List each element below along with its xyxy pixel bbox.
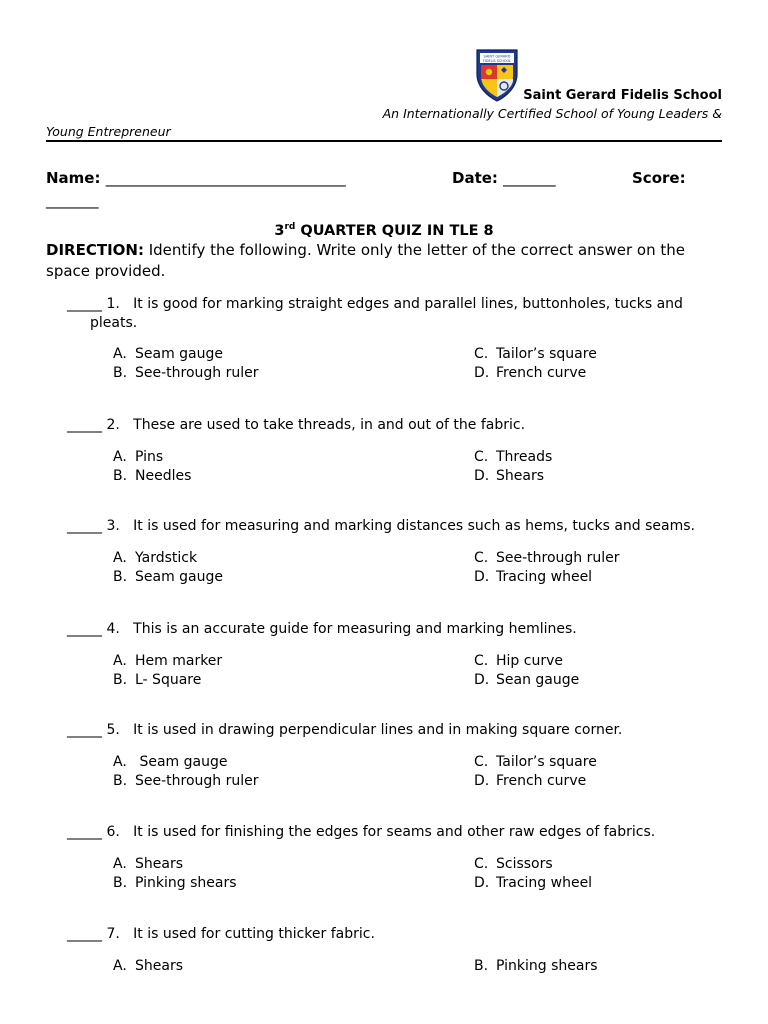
- question-stem: [67, 417, 525, 433]
- option-text: See-through ruler: [496, 550, 620, 566]
- option-text: French curve: [496, 773, 587, 789]
- option-letter: B.: [113, 365, 128, 381]
- option-text: Seam gauge: [135, 346, 224, 362]
- question-number: 1.: [106, 296, 120, 312]
- school-name: Saint Gerard Fidelis School: [523, 88, 722, 103]
- answer-blank[interactable]: _____: [67, 926, 102, 942]
- question-text: It is good for marking straight edges and parallel lines, buttonholes, tucks and: [133, 296, 683, 312]
- question-number: 4.: [106, 621, 120, 637]
- question-stem: [67, 722, 622, 738]
- option-letter: B.: [113, 468, 128, 484]
- question-text: This is an accurate guide for measuring and marking hemlines.: [133, 621, 577, 637]
- option-letter: D.: [474, 365, 490, 381]
- logo-text-bottom: FIDELIS SCHOOL: [482, 58, 512, 63]
- option-letter: C.: [474, 653, 489, 669]
- option-a: [113, 958, 183, 974]
- direction-label: DIRECTION:: [46, 241, 144, 259]
- question-text: It is used for finishing the edges for seams and other raw edges of fabrics.: [133, 824, 656, 840]
- option-a: [113, 754, 227, 770]
- option-letter: B.: [113, 773, 128, 789]
- answer-blank[interactable]: _____: [67, 824, 102, 840]
- question-text: These are used to take threads, in and out of the fabric.: [133, 417, 526, 433]
- option-text: See-through ruler: [135, 773, 259, 789]
- question-text: It is used for cutting thicker fabric.: [133, 926, 375, 942]
- question-number: 7.: [106, 926, 120, 942]
- title-text: QUARTER QUIZ IN TLE 8: [295, 223, 494, 239]
- question-stem: [67, 296, 683, 312]
- option-letter: D.: [474, 875, 490, 891]
- option-c: [474, 346, 597, 362]
- option-a: [113, 653, 222, 669]
- answer-blank[interactable]: _____: [67, 621, 102, 637]
- option-text: Hip curve: [496, 653, 563, 669]
- direction-body: Identify the following. Write only the letter of the correct answer on the space provided.: [46, 241, 685, 280]
- option-text: Yardstick: [135, 550, 198, 566]
- option-c: [474, 550, 620, 566]
- option-a: [113, 550, 197, 566]
- option-text: Tailor’s square: [496, 346, 597, 362]
- option-text: Pinking shears: [496, 958, 598, 974]
- option-text: See-through ruler: [135, 365, 259, 381]
- name-field[interactable]: [46, 169, 346, 187]
- header-divider: [46, 140, 722, 142]
- date-blank[interactable]: _______: [503, 169, 556, 187]
- question-text: It is used in drawing perpendicular lines and in making square corner.: [133, 722, 623, 738]
- option-letter: C.: [474, 754, 489, 770]
- option-text: Shears: [496, 468, 545, 484]
- option-letter: C.: [474, 856, 489, 872]
- option-letter: D.: [474, 773, 490, 789]
- option-text: Tracing wheel: [496, 875, 593, 891]
- option-letter: B.: [474, 958, 489, 974]
- option-c: [474, 653, 563, 669]
- option-text: Seam gauge: [135, 754, 228, 770]
- option-c: [474, 856, 553, 872]
- question-stem: [67, 926, 375, 942]
- title-ordinal-number: 3: [274, 223, 285, 239]
- option-letter: A.: [113, 346, 127, 362]
- option-a: [113, 856, 183, 872]
- option-letter: B.: [113, 672, 128, 688]
- question-number: 6.: [106, 824, 120, 840]
- option-letter: A.: [113, 550, 127, 566]
- option-letter: D.: [474, 569, 490, 585]
- option-letter: C.: [474, 449, 489, 465]
- date-label: Date:: [452, 169, 498, 187]
- answer-blank[interactable]: _____: [67, 722, 102, 738]
- option-text: Shears: [135, 958, 184, 974]
- option-d: [474, 672, 579, 688]
- name-label: Name:: [46, 169, 101, 187]
- option-a: [113, 346, 223, 362]
- option-d: [474, 773, 586, 789]
- school-logo: [475, 48, 519, 102]
- option-letter: A.: [113, 449, 127, 465]
- option-text: Scissors: [496, 856, 553, 872]
- option-a: [113, 449, 163, 465]
- score-label: Score:: [632, 169, 686, 187]
- question-text-continued: pleats.: [90, 315, 138, 331]
- option-b: [113, 773, 259, 789]
- option-d: [474, 875, 592, 891]
- title-ordinal-suffix: rd: [284, 222, 296, 232]
- option-b: [113, 672, 201, 688]
- option-text: French curve: [496, 365, 587, 381]
- question-stem: [67, 824, 655, 840]
- question-text: It is used for measuring and marking distances such as hems, tucks and seams.: [133, 518, 695, 534]
- direction-text: [46, 240, 726, 282]
- option-text: L- Square: [135, 672, 202, 688]
- option-letter: D.: [474, 468, 490, 484]
- logo-text-top: SAINT GERARD: [483, 54, 511, 59]
- option-letter: A.: [113, 754, 127, 770]
- option-b: [113, 468, 191, 484]
- score-field[interactable]: [632, 169, 686, 187]
- option-text: Tracing wheel: [496, 569, 593, 585]
- option-b: [113, 365, 259, 381]
- quiz-title: [0, 222, 768, 239]
- option-text: Needles: [135, 468, 192, 484]
- option-text: Hem marker: [135, 653, 223, 669]
- school-tagline-line1: An Internationally Certified School of Young Leaders &: [382, 106, 722, 121]
- option-c: [474, 754, 597, 770]
- option-letter: A.: [113, 958, 127, 974]
- option-b: [113, 875, 237, 891]
- option-letter: A.: [113, 653, 127, 669]
- option-text: Pinking shears: [135, 875, 237, 891]
- option-d: [474, 365, 586, 381]
- question-stem: [67, 621, 577, 637]
- option-letter: B.: [113, 875, 128, 891]
- option-text: Sean gauge: [496, 672, 580, 688]
- score-blank[interactable]: _______: [46, 191, 99, 209]
- option-d: [474, 468, 544, 484]
- option-letter: C.: [474, 346, 489, 362]
- option-c: [474, 449, 552, 465]
- question-number: 2.: [106, 417, 120, 433]
- option-b: [113, 569, 223, 585]
- answer-blank[interactable]: _____: [67, 518, 102, 534]
- option-d: [474, 569, 592, 585]
- date-field[interactable]: [452, 169, 556, 187]
- option-text: Tailor’s square: [496, 754, 597, 770]
- answer-blank[interactable]: _____: [67, 296, 102, 312]
- option-letter: B.: [113, 569, 128, 585]
- question-number: 3.: [106, 518, 120, 534]
- option-letter: A.: [113, 856, 127, 872]
- answer-blank[interactable]: _____: [67, 417, 102, 433]
- option-letter: C.: [474, 550, 489, 566]
- option-letter: D.: [474, 672, 490, 688]
- school-tagline-line2: Young Entrepreneur: [46, 124, 171, 139]
- question-stem: [67, 518, 695, 534]
- option-text: Pins: [135, 449, 164, 465]
- option-text: Seam gauge: [135, 569, 224, 585]
- option-b: [474, 958, 598, 974]
- option-text: Shears: [135, 856, 184, 872]
- option-text: Threads: [496, 449, 553, 465]
- question-number: 5.: [106, 722, 120, 738]
- name-blank[interactable]: ________________________________: [105, 169, 346, 187]
